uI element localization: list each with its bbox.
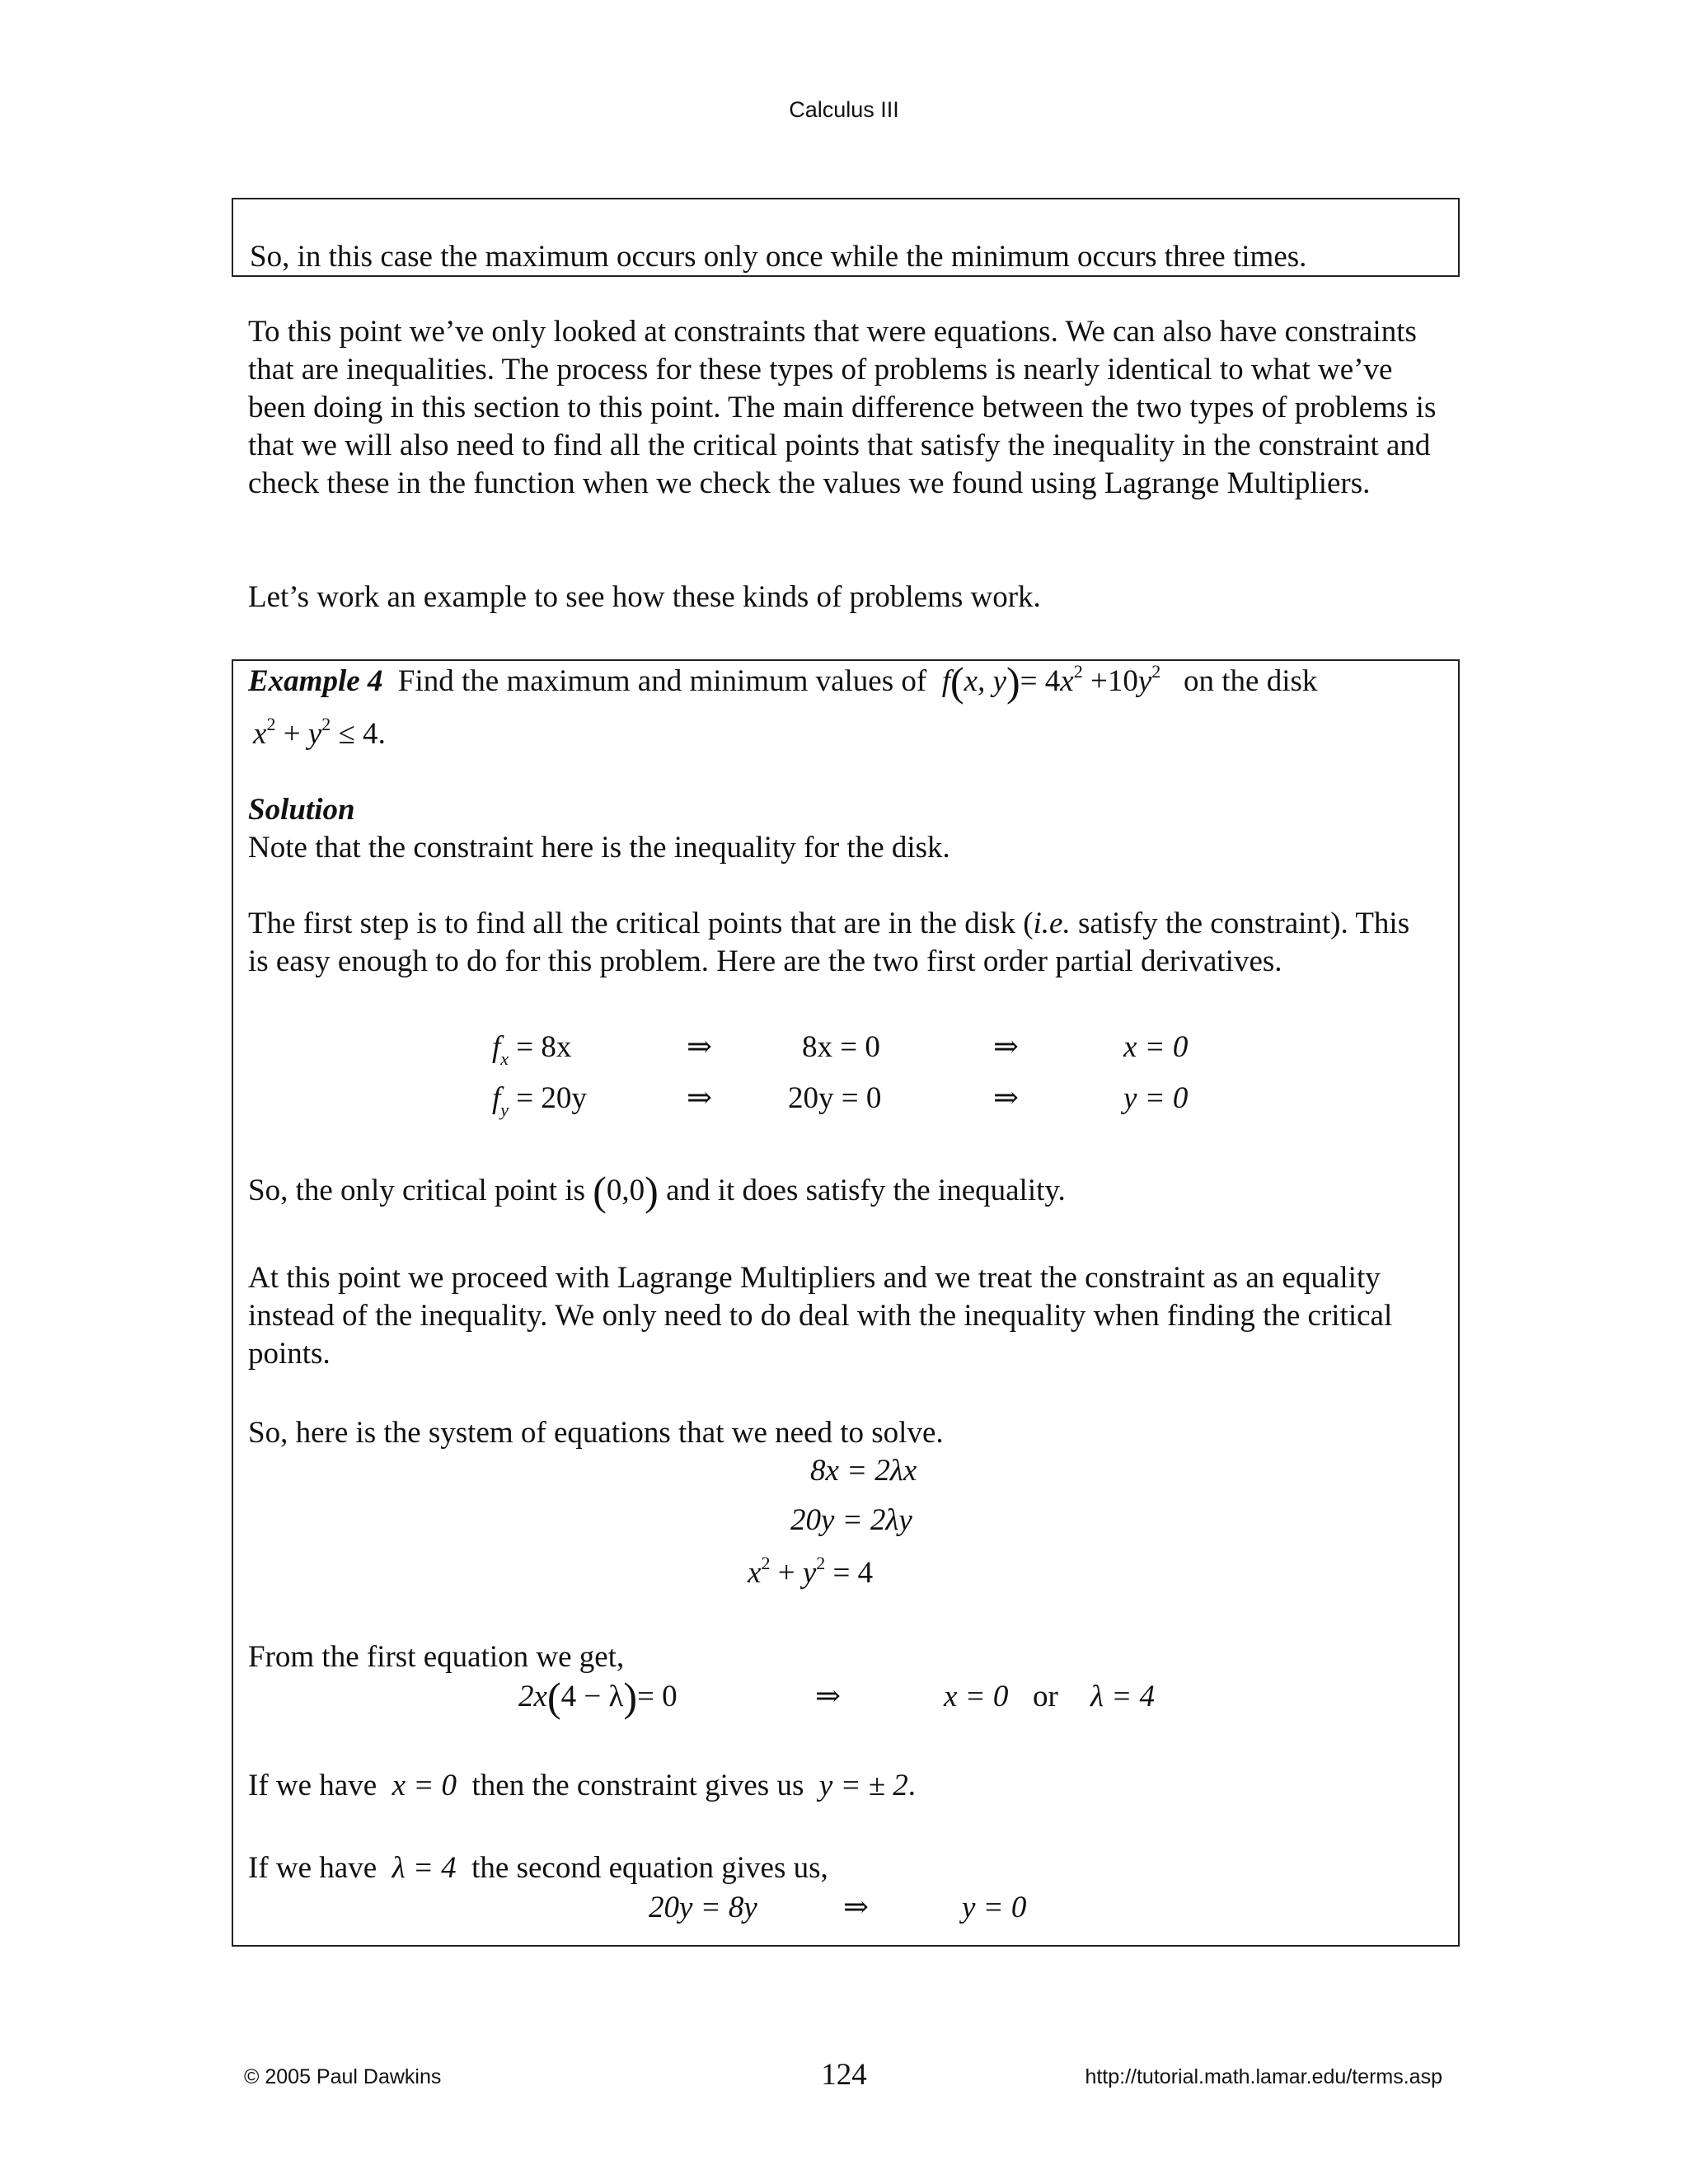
case-lambda-four: If we have λ = 4 the second equation gives us, <box>248 1851 828 1885</box>
last-equation-result: y = 0 <box>962 1891 1027 1924</box>
system-equation-3: $x^2 + y^2 = 4$ <box>748 1553 874 1590</box>
arrow-icon: ⇒ <box>993 1081 1020 1115</box>
critical-point-sentence: So, the only critical point is (0,0) and it does satisfy the inequality. <box>248 1168 1066 1214</box>
first-eq-intro: From the first equation we get, <box>248 1640 625 1674</box>
intro-paragraph-2: Let’s work an example to see how these kinds of problems work. <box>248 580 1041 614</box>
derivative-fx-result: x = 0 <box>1123 1030 1189 1064</box>
arrow-icon: ⇒ <box>815 1680 842 1713</box>
system-equation-2: 20y = 2λy <box>790 1503 912 1537</box>
first-eq-result-lambda: λ = 4 <box>1090 1680 1155 1713</box>
footer-url[interactable]: http://tutorial.math.lamar.edu/terms.asp <box>1085 2065 1442 2088</box>
page-header: Calculus III <box>789 97 899 122</box>
arrow-icon: ⇒ <box>687 1030 713 1064</box>
derivative-fy-equation: 20y = 0 <box>788 1081 882 1115</box>
arrow-icon: ⇒ <box>993 1030 1020 1064</box>
example-statement-pre: Find the maximum and minimum values of <box>397 664 927 698</box>
step-1-paragraph: The first step is to find all the critical points that are in the disk (i.e. satisfy the constraint). This is easy enough to do for this problem. Here are the two first order partial derivatives. <box>248 907 1410 978</box>
system-equation-1: 8x = 2λx <box>810 1454 917 1488</box>
arrow-icon: ⇒ <box>687 1081 713 1115</box>
intro-paragraph: To this point we’ve only looked at constraints that were equations. We can also have constraints that are inequalities. The process for these types of problems is nearly identical to what we’ve been doing in this section to this point. The main difference between the two types of problems is that we will also need to find all the critical points that satisfy the inequality in the constraint and check these in the function when we check the values we found using Lagrange Multipliers. <box>248 315 1437 500</box>
derivative-fx-equation: 8x = 0 <box>802 1030 880 1064</box>
previous-example-conclusion: So, in this case the maximum occurs only once while the minimum occurs three times. <box>250 240 1307 274</box>
first-eq-result-x: x = 0 <box>944 1680 1009 1713</box>
example-box <box>232 659 1460 1947</box>
footer-copyright: © 2005 Paul Dawkins <box>244 2065 442 2088</box>
page-number: 124 <box>821 2058 867 2092</box>
system-intro: So, here is the system of equations that we need to solve. <box>248 1416 944 1450</box>
last-equation: 20y = 8y <box>649 1891 757 1924</box>
derivative-fy: $f_y = 20y$ <box>492 1081 587 1120</box>
previous-example-box <box>232 198 1460 277</box>
first-eq-or: or <box>1033 1680 1058 1713</box>
first-eq-factored: 2x(4 − λ)= 0 <box>518 1674 678 1720</box>
derivative-fy-result: y = 0 <box>1123 1081 1189 1115</box>
case-x-zero: If we have x = 0 then the constraint gives us y = ± 2. <box>248 1769 917 1802</box>
solution-note: Note that the constraint here is the inequality for the disk. <box>248 831 950 865</box>
solution-label: Solution <box>248 793 355 827</box>
example-function: f(x, $y)= 4x^2 +10y^2$ <box>941 658 1161 705</box>
example-label: Example 4 <box>248 664 383 698</box>
derivative-fx: $f_x = 8x$ <box>492 1030 572 1069</box>
lagrange-paragraph: At this point we proceed with Lagrange Multipliers and we treat the constraint as an equality instead of the inequality. We only need to do deal with the inequality when finding the critical points. <box>248 1261 1393 1371</box>
example-statement-post: on the disk <box>1184 664 1318 698</box>
disk-inequality: $x^2 + y^2 \le 4$. <box>253 714 386 751</box>
arrow-icon: ⇒ <box>843 1891 870 1924</box>
example-statement <box>248 658 1318 705</box>
